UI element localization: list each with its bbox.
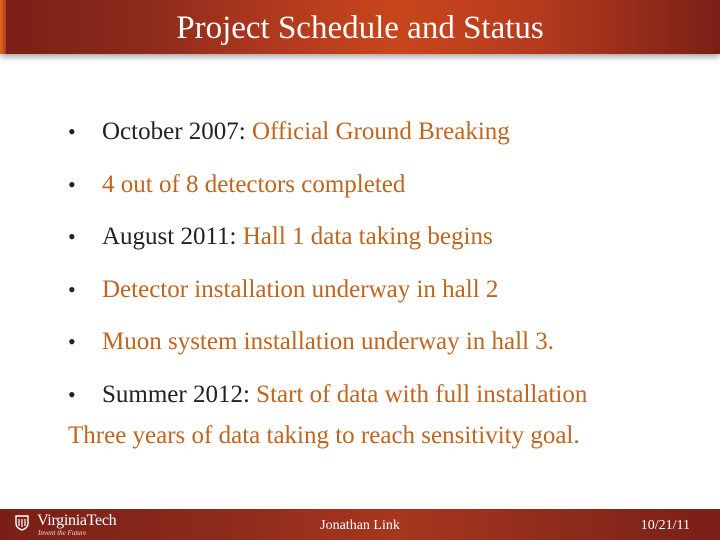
slide-title: Project Schedule and Status [176, 10, 544, 46]
bullet-item [68, 112, 587, 165]
bullet-accent: Detector installation underway in hall 2 [102, 275, 499, 303]
bullet-marker: • [68, 224, 76, 249]
bullet-item [68, 270, 587, 323]
footer-bar [0, 509, 720, 540]
bullet-item [68, 217, 587, 270]
bullet-item [68, 165, 587, 218]
bullet-lead: 4 out of 8 detectors completed [102, 170, 406, 198]
bullet-accent: Official Ground Breaking [251, 118, 510, 145]
bullet-list [68, 112, 587, 427]
logo-tagline: Invent the Future [38, 529, 87, 537]
bullet-accent: Start of data with full installation [256, 380, 588, 408]
bullet-lead: October 2007: [102, 118, 252, 145]
bullet-accent: Muon system installation underway in hall 3. [102, 328, 555, 355]
summary-text: Three years of data taking to reach sensitivity goal. [68, 422, 580, 449]
bullet-marker: • [68, 329, 76, 354]
bullet-lead: Summer 2012: [102, 380, 257, 408]
bullet-lead: August 2011: [102, 223, 243, 250]
bullet-accent: Hall 1 data taking begins [242, 223, 493, 250]
bullet-marker: • [68, 276, 76, 302]
virginia-tech-logo [14, 512, 117, 537]
bullet-marker: • [68, 171, 76, 197]
bullet-marker: • [68, 381, 76, 407]
logo-wordmark: VirginiaTech [37, 512, 117, 529]
footer-author: Jonathan Link [320, 518, 400, 533]
bullet-marker: • [68, 119, 76, 144]
title-bar [0, 0, 720, 54]
footer-date: 10/21/11 [640, 518, 690, 533]
shield-icon [14, 515, 30, 531]
bullet-item [68, 322, 587, 375]
